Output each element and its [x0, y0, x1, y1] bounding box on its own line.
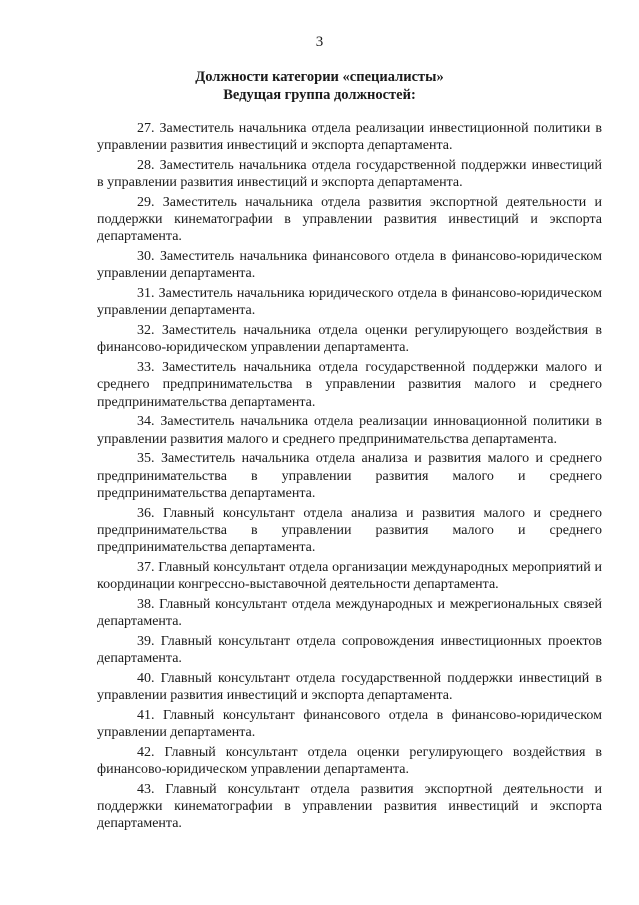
list-item: 40. Главный консультант отдела государственной поддержки инвестиций в управлении развития инвестиций и экспорта департамента.	[97, 670, 602, 704]
list-item: 37. Главный консультант отдела организации международных мероприятий и координации конгрессно-выставочной деятельности департамента.	[97, 559, 602, 593]
heading-group: Ведущая группа должностей:	[223, 87, 416, 103]
list-item: 32. Заместитель начальника отдела оценки регулирующего воздействия в финансово-юридическом управлении департамента.	[97, 323, 602, 356]
heading-category: Должности категории «специалисты»	[195, 69, 444, 85]
list-item: 27. Заместитель начальника отдела реализации инвестиционной политики в управлении развития инвестиций и экспорта департамента.	[97, 121, 602, 154]
list-item: 30. Заместитель начальника финансового отдела в финансово-юридическом управлении департамента.	[97, 249, 602, 282]
list-item: 38. Главный консультант отдела международных и межрегиональных связей департамента.	[97, 596, 602, 630]
list-item: 33. Заместитель начальника отдела государственной поддержки малого и среднего предпринимательства в управлении развития малого и среднего предпринимательства департамента.	[97, 360, 602, 410]
page-number: 3	[315, 34, 324, 50]
list-item: 31. Заместитель начальника юридического отдела в финансово-юридическом управлении департамента.	[97, 286, 602, 319]
list-item: 43. Главный консультант отдела развития экспортной деятельности и поддержки кинематографии в управлении развития инвестиций и экспорта департамента.	[97, 781, 602, 832]
section-heading	[0, 68, 639, 104]
list-item: 39. Главный консультант отдела сопровождения инвестиционных проектов департамента.	[97, 633, 602, 667]
list-item: 42. Главный консультант отдела оценки регулирующего воздействия в финансово-юридическом управлении департамента.	[97, 744, 602, 778]
list-item: 36. Главный консультант отдела анализа и развития малого и среднего предпринимательства в управлении развития малого и среднего предпринимательства департамента.	[97, 505, 602, 556]
list-item: 41. Главный консультант финансового отдела в финансово-юридическом управлении департамента.	[97, 707, 602, 741]
list-item: 35. Заместитель начальника отдела анализа и развития малого и среднего предпринимательства в управлении развития малого и среднего предпринимательства департамента.	[97, 451, 602, 501]
positions-list	[97, 120, 602, 835]
list-item: 34. Заместитель начальника отдела реализации инновационной политики в управлении развития малого и среднего предпринимательства департамента.	[97, 414, 602, 447]
list-item: 28. Заместитель начальника отдела государственной поддержки инвестиций в управлении развития инвестиций и экспорта департамента.	[97, 158, 602, 191]
list-item: 29. Заместитель начальника отдела развития экспортной деятельности и поддержки кинематографии в управлении развития инвестиций и экспорта департамента.	[97, 195, 602, 245]
